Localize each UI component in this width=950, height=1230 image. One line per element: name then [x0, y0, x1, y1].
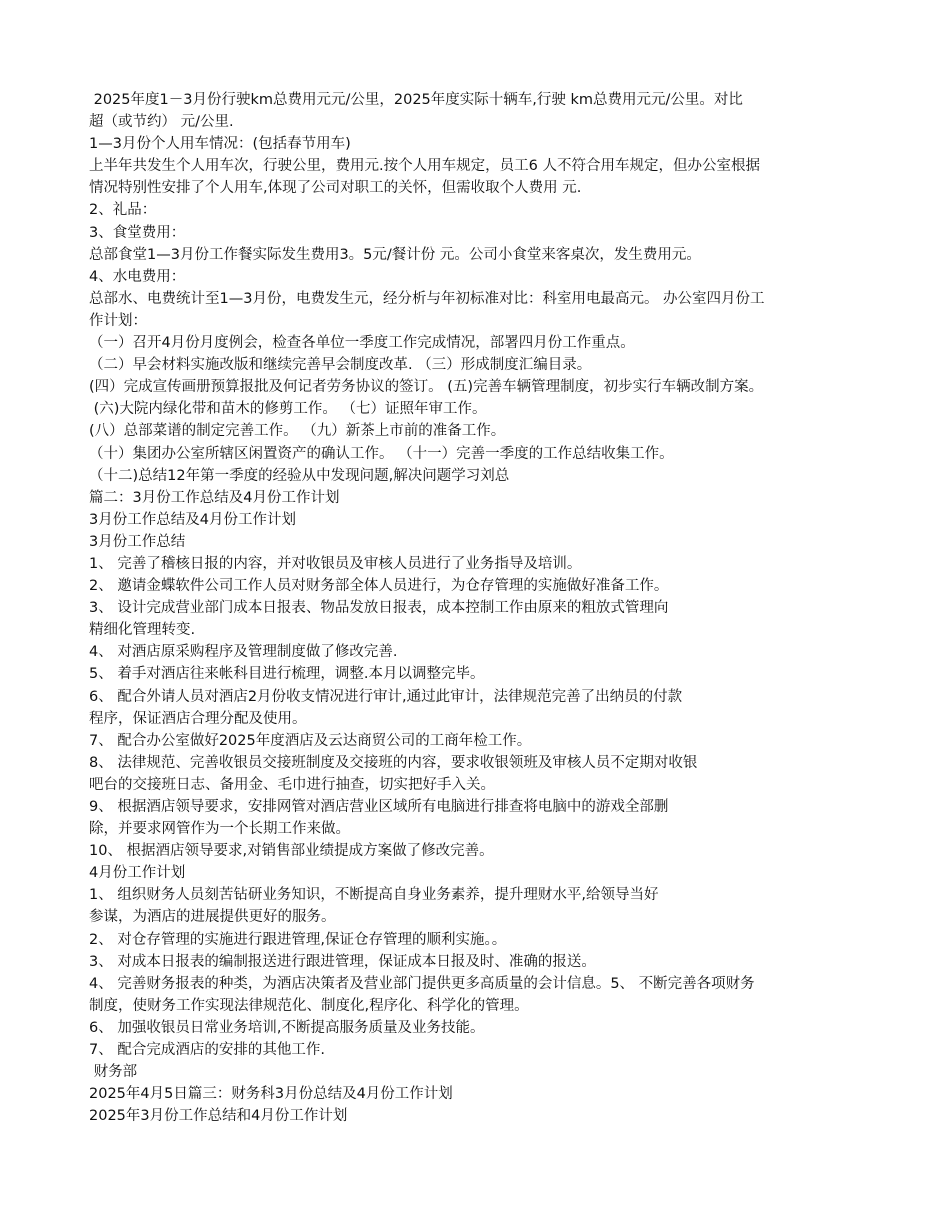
text-line: 7、 配合办公室做好2025年度酒店及云达商贸公司的工商年检工作。: [89, 732, 532, 749]
text-line: 4、 完善财务报表的种类，为酒店决策者及营业部门提供更多高质量的会计信息。5、 不断完善各项财务: [89, 975, 755, 992]
text-line: 精细化管理转变.: [89, 622, 196, 639]
text-line: 4月份工作计划: [89, 865, 186, 882]
text-line: 篇二：3月份工作总结及4月份工作计划: [89, 489, 340, 506]
text-line: 2025年4月5日篇三：财务科3月份总结及4月份工作计划: [89, 1086, 453, 1103]
text-line: 作计划：: [89, 312, 147, 329]
text-line: 总部水、电费统计至1—3月份，电费发生元，经分析与年初标准对比：科室用电最高元。 办公室四月份工: [89, 290, 765, 307]
text-line: 10、 根据酒店领导要求,对销售部业绩提成方案做了修改完善。: [89, 843, 494, 860]
text-line: 2、 邀请金蝶软件公司工作人员对财务部全体人员进行，为仓存管理的实施做好准备工作。: [89, 578, 669, 595]
text-line: 3月份工作总结: [89, 533, 186, 550]
text-line: (四）完成宣传画册预算报批及何记者劳务协议的签订。 (五)完善车辆管理制度，初步实行车辆改制方案。: [89, 379, 764, 396]
text-line: 情况特别性安排了个人用车,体现了公司对职工的关怀，但需收取个人费用 元.: [89, 180, 582, 197]
text-line: 程序，保证酒店合理分配及使用。: [89, 710, 307, 727]
text-line: （一）召开4月份月度例会，检查各单位一季度工作完成情况，部署四月份工作重点。: [89, 335, 635, 352]
text-line: 总部食堂1—3月份工作餐实际发生费用3。5元/餐计份 元。公司小食堂来客桌次，发生费用元。: [89, 246, 701, 263]
text-line: 4、水电费用：: [89, 268, 186, 285]
text-line: 1、 组织财务人员刻苦钻研业务知识，不断提高自身业务素养，提升理财水平,给领导当好: [89, 887, 659, 904]
text-line: 参谋，为酒店的进展提供更好的服务。: [89, 909, 336, 926]
text-line: 吧台的交接班日志、备用金、毛巾进行抽查，切实把好手入关。: [89, 776, 495, 793]
text-line: （十）集团办公室所辖区闲置资产的确认工作。 （十一）完善一季度的工作总结收集工作。: [89, 445, 674, 462]
text-line: 除，并要求网管作为一个长期工作来做。: [89, 821, 350, 838]
text-line: 2、 对仓存管理的实施进行跟进管理,保证仓存管理的顺利实施。。: [89, 931, 507, 948]
text-line: 1—3月份个人用车情况：(包括春节用车): [89, 136, 351, 153]
text-line: 9、 根据酒店领导要求，安排网管对酒店营业区域所有电脑进行排查将电脑中的游戏全部删: [89, 799, 669, 815]
text-line: 1、 完善了稽核日报的内容，并对收银员及审核人员进行了业务指导及培训。: [89, 555, 582, 572]
text-line: 财务部: [89, 1064, 138, 1081]
text-line: 2025年度1－3月份行驶km总费用元元/公里，2025年度实际十辆车,行驶 km总费用元元/公里。对比: [89, 92, 743, 108]
text-line: 3、 对成本日报表的编制报送进行跟进管理，保证成本日报及时、准确的报送。: [89, 953, 596, 970]
text-line: 7、 配合完成酒店的安排的其他工作.: [89, 1042, 325, 1059]
text-line: 制度，使财务工作实现法律规范化、制度化,程序化、科学化的管理。: [89, 997, 529, 1014]
text-line: 3、 设计完成营业部门成本日报表、物品发放日报表，成本控制工作由原来的粗放式管理向: [89, 600, 669, 617]
text-line: 6、 加强收银员日常业务培训,不断提高服务质量及业务技能。: [89, 1019, 485, 1036]
text-line: 3、食堂费用：: [89, 224, 186, 241]
text-line: 4、 对酒店原采购程序及管理制度做了修改完善.: [89, 644, 398, 661]
text-line: （十二)总结12年第一季度的经验从中发现问题,解决问题学习刘总: [89, 467, 510, 484]
text-line: （二）早会材料实施改版和继续完善早会制度改革. （三）形成制度汇编目录。: [89, 357, 592, 374]
text-line: 5、 着手对酒店往来帐科目进行梳理，调整.本月以调整完毕。: [89, 666, 485, 683]
text-line: 2025年3月份工作总结和4月份工作计划: [89, 1108, 348, 1125]
text-line: 6、 配合外请人员对酒店2月份收支情况进行审计,通过此审计，法律规范完善了出纳员的付款: [89, 688, 683, 705]
text-line: 上半年共发生个人用车次，行驶公里，费用元.按个人用车规定，员工6 人不符合用车规定，但办公室根据: [89, 158, 760, 175]
text-line: 2、礼品：: [89, 202, 157, 219]
text-line: 3月份工作总结及4月份工作计划: [89, 511, 296, 528]
text-line: 8、 法律规范、完善收银员交接班制度及交接班的内容，要求收银领班及审核人员不定期对收银: [89, 754, 698, 771]
text-line: 超（或节约） 元/公里.: [89, 114, 234, 131]
text-line: (六)大院内绿化带和苗木的修剪工作。 （七）证照年审工作。: [89, 401, 487, 418]
text-line: (八）总部菜谱的制定完善工作。 （九）新茶上市前的准备工作。: [89, 423, 506, 440]
